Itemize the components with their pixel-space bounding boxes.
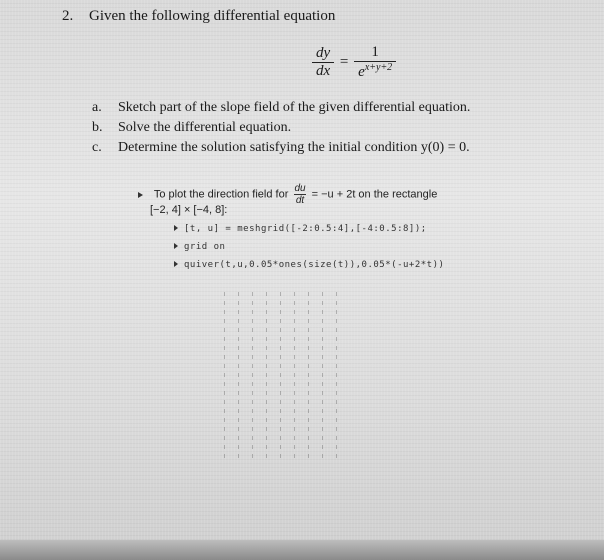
problem-title: Given the following differential equation xyxy=(89,8,336,24)
plot-column xyxy=(336,292,337,462)
code-text: quiver(t,u,0.05*ones(size(t)),0.05*(-u+2*t)) xyxy=(184,260,445,270)
rhs-fraction xyxy=(354,44,396,81)
plot-column xyxy=(280,292,281,462)
code-line-3 xyxy=(138,255,444,273)
rhs-denominator xyxy=(354,61,396,81)
plot-column xyxy=(238,292,239,462)
part-label: a. xyxy=(92,100,102,115)
part-label: b. xyxy=(92,120,103,135)
problem-heading xyxy=(62,8,335,25)
intro-prefix: To plot the direction field for xyxy=(153,188,289,201)
part-text: Solve the differential equation. xyxy=(118,120,292,135)
part-label: c. xyxy=(92,140,102,155)
matlab-hint xyxy=(138,183,444,273)
rhs-base: e xyxy=(358,64,365,80)
plot-column xyxy=(266,292,267,462)
part-c xyxy=(92,138,470,158)
rhs-exponent: x+y+2 xyxy=(364,62,393,73)
rhs-numerator: 1 xyxy=(371,44,379,60)
code-text: [t, u] = meshgrid([-2:0.5:4],[-4:0.5:8]); xyxy=(184,224,427,234)
matlab-rect: [−2, 4] × [−4, 8]: xyxy=(150,204,228,216)
problem-parts xyxy=(92,98,470,158)
plot-column xyxy=(322,292,323,462)
code-line-2 xyxy=(138,237,444,255)
bullet-triangle-icon xyxy=(174,243,178,249)
lhs-numerator: dy xyxy=(316,45,331,61)
equals-sign: = xyxy=(339,54,349,70)
bullet-triangle-icon xyxy=(174,225,178,231)
intro-suffix: = −u + 2t on the rectangle xyxy=(311,188,438,201)
code-line-1 xyxy=(138,219,444,237)
faint-direction-field-plot xyxy=(218,292,348,462)
differential-equation xyxy=(312,44,396,81)
plot-column xyxy=(308,292,309,462)
lhs-fraction xyxy=(312,45,334,80)
matlab-intro xyxy=(138,183,444,206)
part-b xyxy=(92,118,470,138)
monitor-bezel xyxy=(0,540,604,560)
intro-frac-num: du xyxy=(294,183,306,194)
plot-column xyxy=(252,292,253,462)
code-text: grid on xyxy=(184,242,226,252)
intro-fraction xyxy=(294,183,305,206)
bullet-triangle-icon xyxy=(174,261,178,267)
part-text: Sketch part of the slope field of the given differential equation. xyxy=(118,100,471,115)
problem-number: 2. xyxy=(62,8,74,24)
plot-column xyxy=(294,292,295,462)
part-a xyxy=(92,98,470,118)
intro-frac-den: dt xyxy=(295,195,305,206)
part-text: Determine the solution satisfying the initial condition y(0) = 0. xyxy=(118,140,470,155)
plot-column xyxy=(224,292,225,462)
bullet-triangle-icon xyxy=(138,192,143,198)
lhs-denominator: dx xyxy=(312,62,334,80)
